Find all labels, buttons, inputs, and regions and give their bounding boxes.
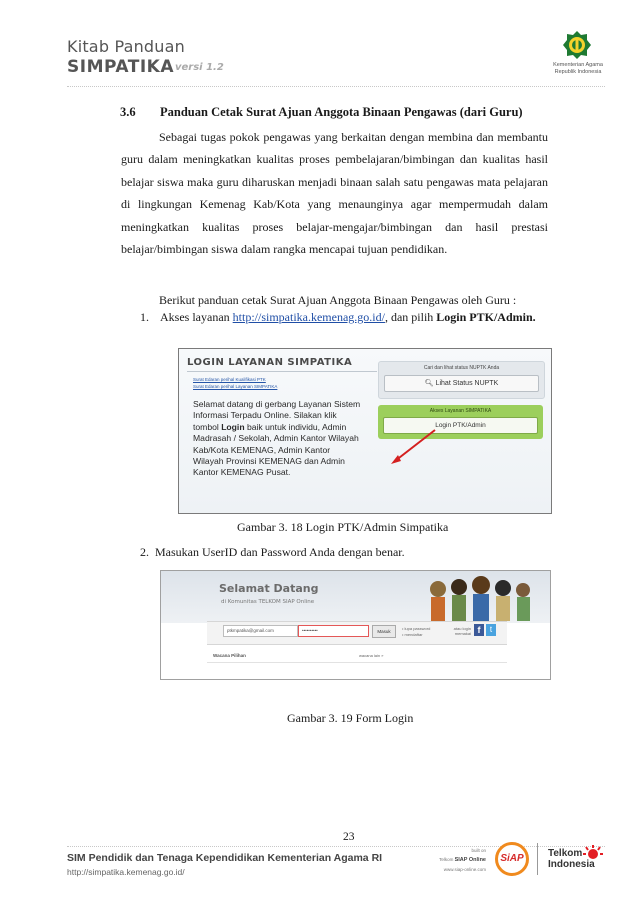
masuk-button[interactable]: Masuk (372, 625, 396, 638)
figure-1-caption: Gambar 3. 18 Login PTK/Admin Simpatika (237, 520, 449, 534)
section-paragraph: Sebagai tugas pokok pengawas yang berkaitan dengan membina dan membantu guru dalam meningkatkan kualitas proses pembelajaran/bimbingan dan kualitas hasil belajar siswa maka guru diharuskan menjadi binaan salah satu pengawas mata pelajaran di lingkungan Kemenag Kab/Kota yang menaunginya agar mempermudah dalam meningkatkan kualitas proses belajar-mengajar/bimbingan dan hasil prestasi belajar/bimbingan siswa dalam rangka mencapai tujuan pendidikan. (121, 130, 548, 257)
twitter-icon[interactable]: t (486, 624, 496, 636)
edaran-link-2[interactable]: Surat Edaran perihal Layanan SIMPATIKA (193, 384, 278, 389)
telkom-line-2: Indonesia (548, 859, 595, 870)
footer-title: SIM Pendidik dan Tenaga Kependidikan Kementerian Agama RI (67, 852, 383, 864)
built-url: www.siap-online.com (443, 867, 486, 872)
section-number: 3.6 (120, 105, 136, 119)
password-field[interactable]: •••••••••• (298, 625, 369, 637)
step-text (160, 306, 550, 328)
wacana-row (207, 651, 507, 663)
built-by-name: SIAP Online (454, 857, 486, 863)
edaran-link-1[interactable]: Surat Edaran perihal Kualifikasi PTK (193, 377, 266, 382)
welcome-text (193, 399, 363, 479)
forgot-link[interactable]: • lupa password (402, 626, 431, 631)
step-2 (140, 545, 405, 560)
login-heading-rule (187, 371, 377, 372)
telkom-logo-icon (582, 844, 604, 864)
step-number: 2. (140, 545, 149, 559)
header-title: Kitab Panduan (67, 37, 185, 56)
org-line-1: Kementerian Agama (553, 62, 603, 68)
welcome-text-bold: Login (221, 421, 245, 432)
built-by (414, 855, 486, 865)
search-icon: 🔍︎ (424, 380, 434, 387)
step-text-pre: Akses layanan (160, 310, 230, 324)
wacana-label: Wacana Pilihan (213, 653, 246, 658)
footer-url: http://simpatika.kemenag.go.id/ (67, 867, 185, 877)
header-divider (67, 86, 605, 87)
login-heading: LOGIN LAYANAN SIMPATIKA (187, 357, 353, 368)
header-subtitle: SIMPATIKA (67, 57, 174, 77)
email-field[interactable]: ptkmpatika@gmail.com (223, 625, 298, 637)
siap-logo-icon: SiAP (495, 842, 529, 876)
welcome-text-b: baik untuk individu, Admin Madrasah / Sekolah, Admin Kantor Wilayah Kab/Kota KEMENAG, Admin Kantor Wilayah Provinsi KEMENAG dan Admin Kantor KEMENAG Pusat. (193, 421, 359, 478)
social-login-label: atau login memakai (453, 626, 471, 636)
kemenag-caption (538, 62, 618, 76)
step-text: Masukan UserID dan Password Anda dengan benar. (155, 545, 405, 559)
nuptk-panel (378, 361, 545, 399)
welcome-subheading: di Komunitas TELKOM SIAP Online (221, 599, 315, 605)
telkom-line-1: Telkom (548, 848, 583, 859)
people-illustration-icon (423, 573, 543, 621)
register-label: mendaftar (404, 632, 423, 637)
login-caption: Akses Layanan SIMPATIKA (429, 408, 492, 414)
built-on-label: built on (471, 848, 486, 853)
org-line-2: Republik Indonesia (554, 69, 602, 75)
login-ptk-admin-button[interactable]: Login PTK/Admin (383, 417, 538, 434)
arrow-icon (389, 427, 439, 467)
forgot-label: lupa password (404, 626, 431, 631)
facebook-icon[interactable]: f (474, 624, 484, 636)
step-number: 1. (140, 310, 149, 324)
welcome-heading: Selamat Datang (219, 582, 319, 595)
built-on-block (414, 846, 486, 874)
wacana-more-link[interactable]: wacana lain » (359, 653, 384, 658)
page-number: 23 (343, 831, 355, 843)
header-version: versi 1.2 (175, 62, 224, 73)
form-login-screenshot (160, 570, 551, 680)
kemenag-logo-icon (562, 30, 592, 60)
login-screenshot (178, 348, 552, 514)
step-text-mid: , dan pilih (384, 310, 434, 324)
nuptk-button-label: Lihat Status NUPTK (435, 380, 499, 387)
nuptk-caption: Cari dan lihat status NUPTK Anda (423, 365, 500, 371)
section-intro: Berikut panduan cetak Surat Ajuan Anggota Binaan Pengawas oleh Guru : (159, 293, 517, 307)
built-by-prefix: Telkom (439, 857, 455, 862)
register-link[interactable]: • mendaftar (402, 632, 423, 637)
step-text-bold: Login PTK/Admin. (436, 310, 536, 324)
figure-2-caption: Gambar 3. 19 Form Login (287, 711, 414, 725)
nuptk-button[interactable] (384, 375, 539, 392)
footer-separator (537, 843, 538, 875)
step-1 (140, 306, 550, 328)
simpatika-link[interactable]: http://simpatika.kemenag.go.id/ (232, 310, 385, 324)
welcome-text-a: Selamat datang di gerbang Layanan Sistem Informasi Terpadu Online. Silakan klik tombol (193, 399, 361, 432)
section-title: Panduan Cetak Surat Ajuan Anggota Binaan Pengawas (dari Guru) (160, 105, 523, 119)
